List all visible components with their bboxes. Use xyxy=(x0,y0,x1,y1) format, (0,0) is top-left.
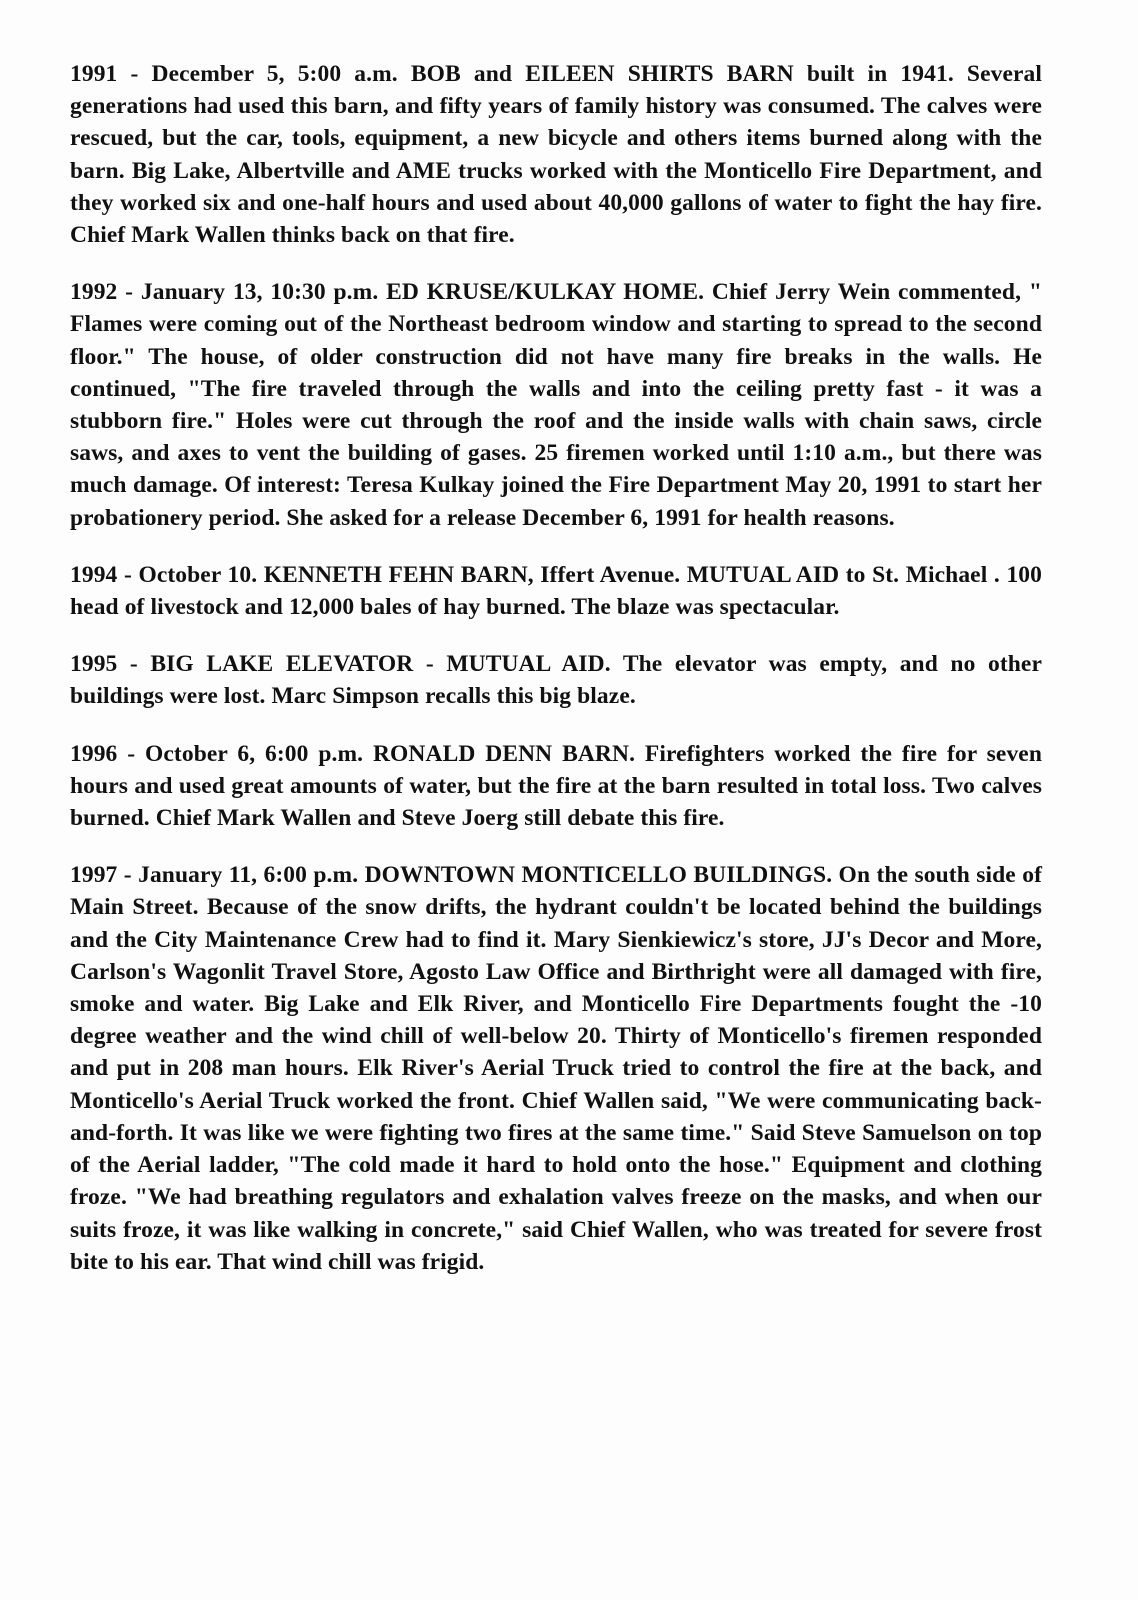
entry-1996: 1996 - October 6, 6:00 p.m. RONALD DENN BARN. Firefighters worked the fire for seven hours and used great amounts of water, but the fire at the barn resulted in total loss. Two calves burned. Chief Mark Wallen and Steve Joerg still debate this fire. xyxy=(70,740,1042,832)
entry-1997: 1997 - January 11, 6:00 p.m. DOWNTOWN MONTICELLO BUILDINGS. On the south side of Main Street. Because of the snow drifts, the hydrant couldn't be located behind the buildings and the City Maintenance Crew had to find it. Mary Sienkiewicz's store, JJ's Decor and More, Carlson's Wagonlit Travel Store, Agosto Law Office and Birthright were all damaged with fire, smoke and water. Big Lake and Elk River, and Monticello Fire Departments fought the -10 degree weather and the wind chill of well-below 20. Thirty of Monticello's firemen responded and put in 208 man hours. Elk River's Aerial Truck tried to control the fire at the back, and Monticello's Aerial Truck worked the front. Chief Wallen said, "We were communicating back-and-forth. It was like we were fighting two fires at the same time." Said Steve Samuelson on top of the Aerial ladder, "The cold made it hard to hold onto the hose." Equipment and clothing froze. "We had breathing regulators and exhalation valves freeze on the masks, and when our suits froze, it was like walking in concrete," said Chief Wallen, who was treated for severe frost bite to his ear. That wind chill was frigid. xyxy=(70,862,1042,1275)
entry-1995: 1995 - BIG LAKE ELEVATOR - MUTUAL AID. The elevator was empty, and no other buildings were lost. Marc Simpson recalls this big blaze. xyxy=(70,651,1042,710)
entry-1994: 1994 - October 10. KENNETH FEHN BARN, Iffert Avenue. MUTUAL AID to St. Michael . 100 head of livestock and 12,000 bales of hay burned. The blaze was spectacular. xyxy=(70,561,1042,621)
entry-1992: 1992 - January 13, 10:30 p.m. ED KRUSE/KULKAY HOME. Chief Jerry Wein commented, " Flames were coming out of the Northeast bedroom window and starting to spread to the second floor." The house, of older construction did not have many fire breaks in the walls. He continued, "The fire traveled through the walls and into the ceiling pretty fast - it was a stubborn fire." Holes were cut through the roof and the inside walls with chain saws, circle saws, and axes to vent the building of gases. 25 firemen worked until 1:10 a.m., but there was much damage. Of interest: Teresa Kulkay joined the Fire Department May 20, 1991 to start her probationery period. She asked for a release December 6, 1991 for health reasons. xyxy=(70,279,1042,531)
document-body xyxy=(70,58,1042,1303)
entry-1991: 1991 - December 5, 5:00 a.m. BOB and EILEEN SHIRTS BARN built in 1941. Several generations had used this barn, and fifty years of family history was consumed. The calves were rescued, but the car, tools, equipment, a new bicycle and others items burned along with the barn. Big Lake, Albertville and AME trucks worked with the Monticello Fire Department, and they worked six and one-half hours and used about 40,000 gallons of water to fight the hay fire. Chief Mark Wallen thinks back on that fire. xyxy=(70,61,1042,249)
